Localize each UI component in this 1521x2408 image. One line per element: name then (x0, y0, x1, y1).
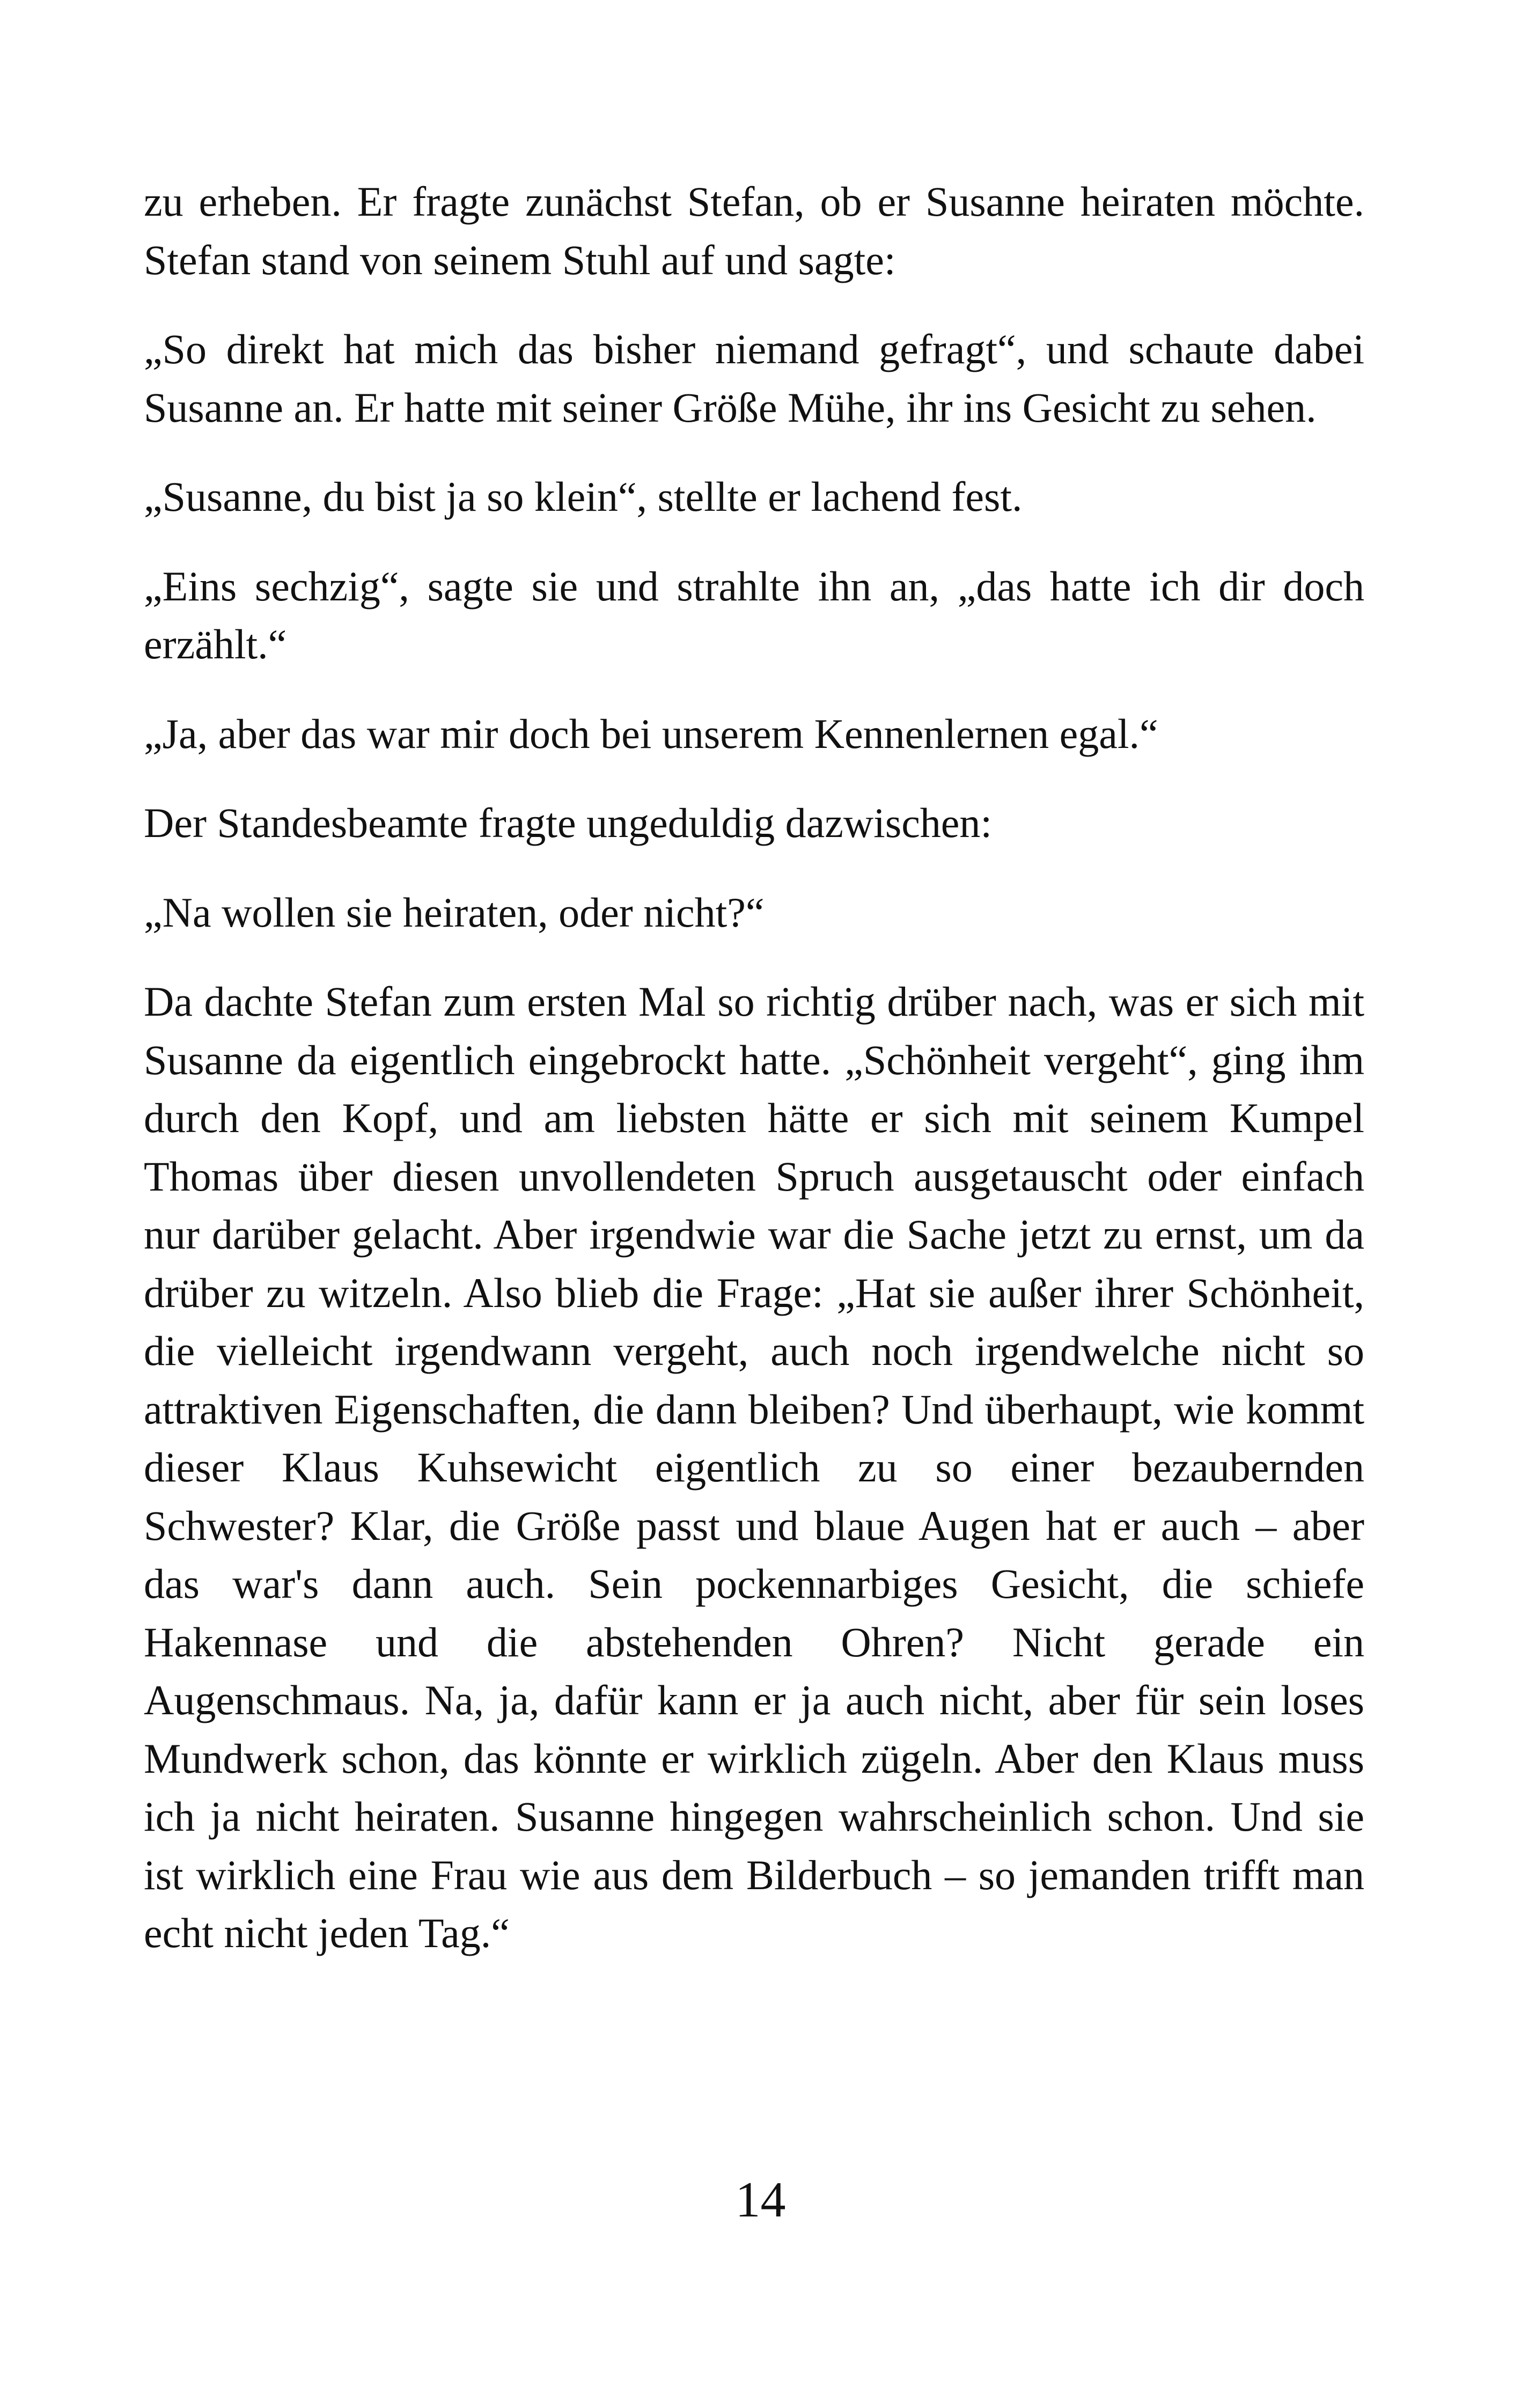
paragraph: Der Standesbeamte fragte ungeduldig dazwischen: (144, 799, 993, 846)
paragraph: „Eins sechzig“, sagte sie und strahlte ihn an, „das hatte ich dir doch erzählt.“ (144, 562, 1364, 667)
paragraph: „Susanne, du bist ja so klein“, stellte er lachend fest. (144, 473, 1023, 520)
paragraph: zu erheben. Er fragte zunächst Stefan, ob er Susanne heiraten möchte. Stefan stand von seinem Stuhl auf und sagte: (144, 178, 1364, 283)
paragraph: „So direkt hat mich das bisher niemand gefragt“, und schaute dabei Susanne an. Er hatte mit seiner Größe Mühe, ihr ins Gesicht zu sehen. (144, 326, 1364, 431)
paragraph: „Na wollen sie heiraten, oder nicht?“ (144, 889, 765, 936)
paragraph: Da dachte Stefan zum ersten Mal so richtig drüber nach, was er sich mit Susanne da eigentlich eingebrockt hatte. „Schönheit vergeht“, ging ihm durch den Kopf, und am liebsten hätte er sich mit seinem Kumpel Thomas über diesen unvollendeten Spruch ausgetauscht oder einfach nur darüber gelacht. Aber irgendwie war die Sache jetzt zu ernst, um da drüber zu witzeln. Also blieb die Frage: „Hat sie außer ihrer Schönheit, die vielleicht irgendwann vergeht, auch noch irgendwelche nicht so attraktiven Eigenschaften, die dann bleiben? Und überhaupt, wie kommt dieser Klaus Kuhsewicht eigentlich zu so einer bezaubernden Schwester? Klar, die Größe passt und blaue Augen hat er auch – aber das war's dann auch. Sein pockennarbiges Gesicht, die schiefe Hakennase und die abstehenden Ohren? Nicht gerade ein Augenschmaus. Na, ja, dafür kann er ja auch nicht, aber für sein loses Mundwerk schon, das könnte er wirklich zügeln. Aber den Klaus muss ich ja nicht heiraten. Susanne hingegen wahrscheinlich schon. Und sie ist wirklich eine Frau wie aus dem Bilderbuch – so jemanden trifft man echt nicht jeden Tag.“ (144, 978, 1364, 1956)
paragraph: „Ja, aber das war mir doch bei unserem Kennenlernen egal.“ (144, 710, 1158, 757)
page-number: 14 (735, 2172, 786, 2228)
body-text (144, 173, 1364, 1994)
